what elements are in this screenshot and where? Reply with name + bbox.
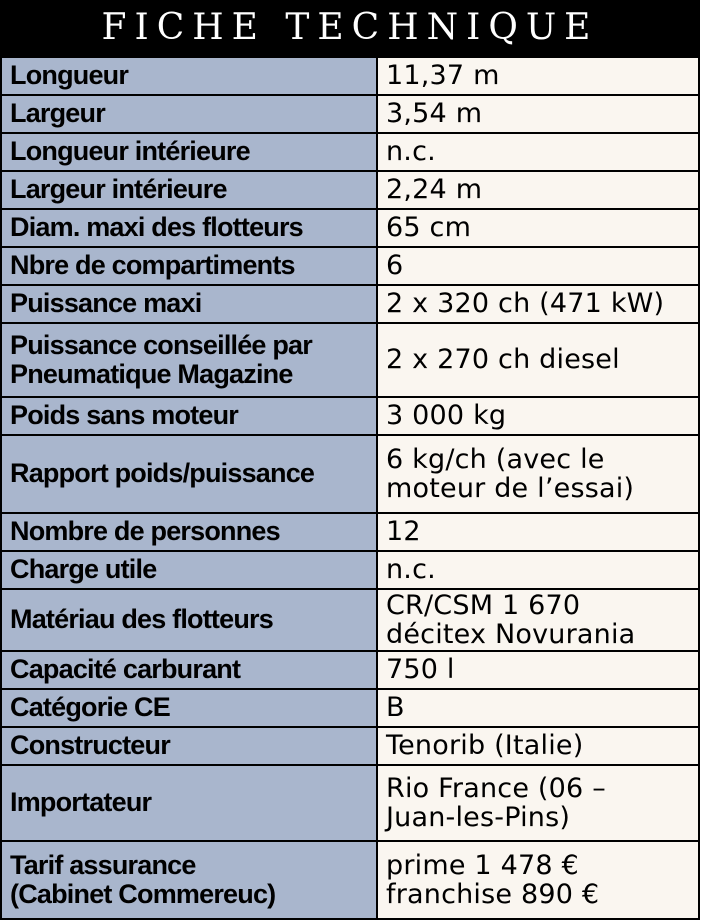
spec-label: Diam. maxi des flotteurs bbox=[1, 209, 377, 247]
table-row bbox=[1, 57, 699, 95]
table-row bbox=[1, 247, 699, 285]
spec-value: Tenorib (Italie) bbox=[377, 727, 699, 765]
spec-label: Constructeur bbox=[1, 727, 377, 765]
table-row bbox=[1, 765, 699, 841]
spec-value: 750 l bbox=[377, 651, 699, 689]
spec-label: Importateur bbox=[1, 765, 377, 841]
spec-label: Largeur intérieure bbox=[1, 171, 377, 209]
table-row bbox=[1, 209, 699, 247]
spec-label: Puissance conseillée par Pneumatique Magazine bbox=[1, 323, 377, 397]
table-row bbox=[1, 689, 699, 727]
spec-value: 2 x 270 ch diesel bbox=[377, 323, 699, 397]
table-row bbox=[1, 727, 699, 765]
spec-value: 12 bbox=[377, 513, 699, 551]
spec-label: Longueur intérieure bbox=[1, 133, 377, 171]
spec-label: Poids sans moteur bbox=[1, 397, 377, 435]
spec-label: Catégorie CE bbox=[1, 689, 377, 727]
table-row bbox=[1, 133, 699, 171]
table-row bbox=[1, 841, 699, 919]
spec-value: n.c. bbox=[377, 551, 699, 589]
spec-label: Rapport poids/puissance bbox=[1, 435, 377, 513]
table-row bbox=[1, 171, 699, 209]
spec-value: n.c. bbox=[377, 133, 699, 171]
spec-table-body bbox=[1, 57, 699, 919]
spec-value: prime 1 478 € franchise 890 € bbox=[377, 841, 699, 919]
spec-table bbox=[0, 56, 700, 920]
table-row bbox=[1, 95, 699, 133]
table-row bbox=[1, 551, 699, 589]
spec-value: 2,24 m bbox=[377, 171, 699, 209]
table-row bbox=[1, 397, 699, 435]
spec-label: Puissance maxi bbox=[1, 285, 377, 323]
spec-label: Nombre de personnes bbox=[1, 513, 377, 551]
spec-label: Matériau des flotteurs bbox=[1, 589, 377, 651]
spec-value: CR/CSM 1 670 décitex Novurania bbox=[377, 589, 699, 651]
spec-label: Capacité carburant bbox=[1, 651, 377, 689]
sheet-title: FICHE TECHNIQUE bbox=[0, 0, 700, 56]
spec-label: Charge utile bbox=[1, 551, 377, 589]
spec-value: 6 bbox=[377, 247, 699, 285]
table-row bbox=[1, 513, 699, 551]
spec-value: 11,37 m bbox=[377, 57, 699, 95]
spec-label: Largeur bbox=[1, 95, 377, 133]
spec-value: 65 cm bbox=[377, 209, 699, 247]
table-row bbox=[1, 589, 699, 651]
table-row bbox=[1, 285, 699, 323]
table-row bbox=[1, 651, 699, 689]
spec-label: Longueur bbox=[1, 57, 377, 95]
spec-value: 3,54 m bbox=[377, 95, 699, 133]
table-row bbox=[1, 435, 699, 513]
spec-value: 3 000 kg bbox=[377, 397, 699, 435]
spec-value: 2 x 320 ch (471 kW) bbox=[377, 285, 699, 323]
spec-label: Tarif assurance (Cabinet Commereuc) bbox=[1, 841, 377, 919]
spec-label: Nbre de compartiments bbox=[1, 247, 377, 285]
spec-value: 6 kg/ch (avec le moteur de l’essai) bbox=[377, 435, 699, 513]
table-row bbox=[1, 323, 699, 397]
spec-value: B bbox=[377, 689, 699, 727]
spec-value: Rio France (06 – Juan-les-Pins) bbox=[377, 765, 699, 841]
